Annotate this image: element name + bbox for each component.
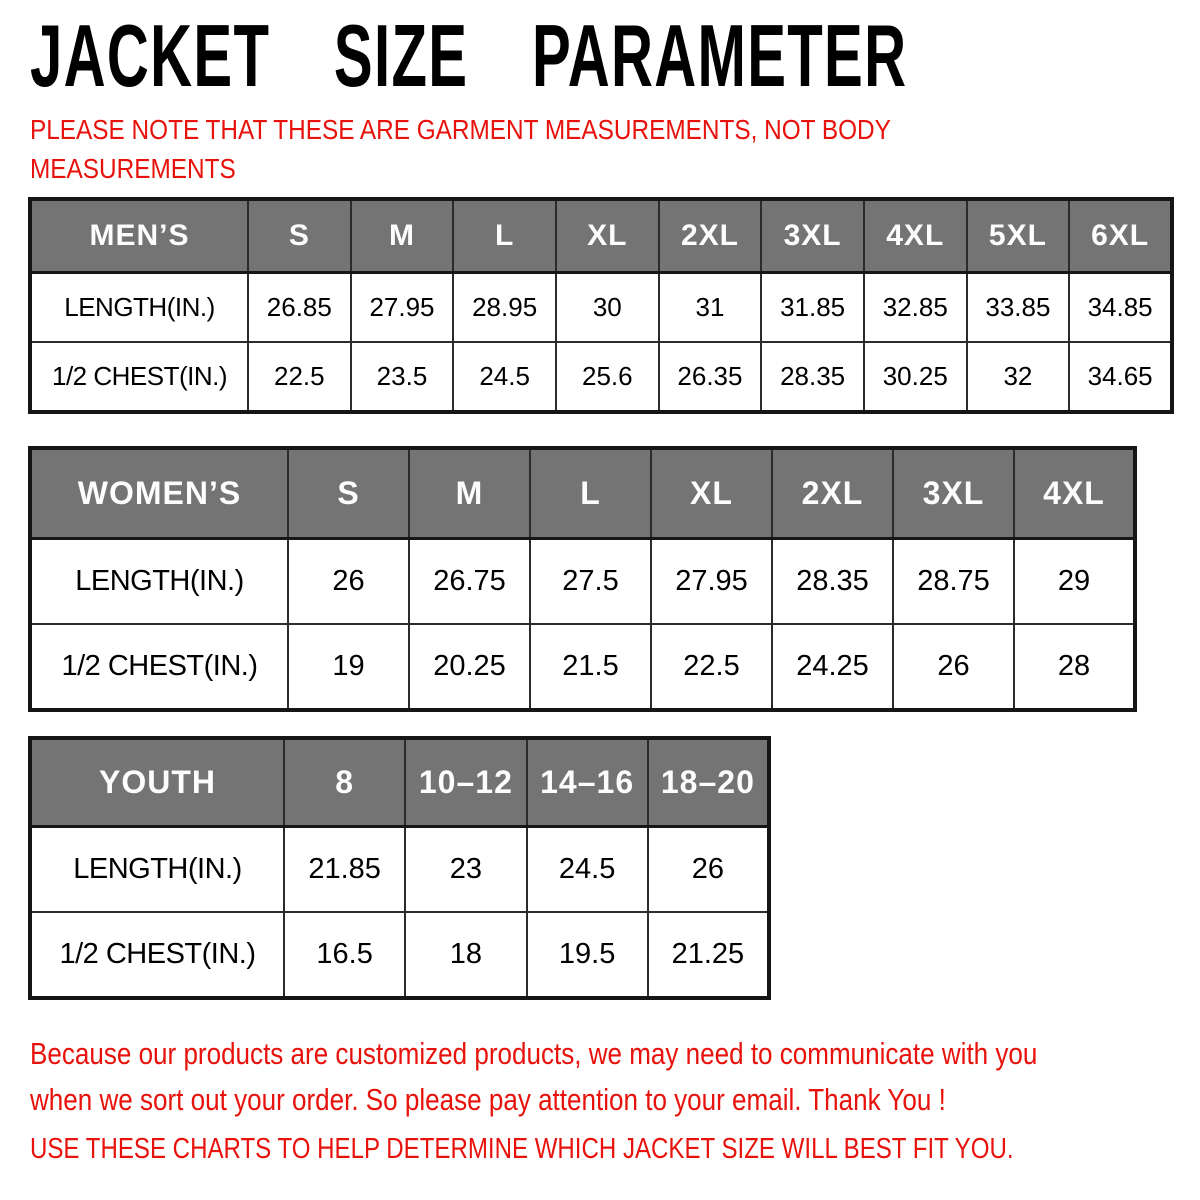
value-cell: 34.65 bbox=[1069, 342, 1172, 412]
value-cell: 26.75 bbox=[409, 538, 530, 624]
row-label: LENGTH(IN.) bbox=[30, 272, 248, 342]
mens-size-table bbox=[28, 197, 1174, 414]
value-cell: 24.25 bbox=[772, 624, 893, 710]
womens-header-row bbox=[30, 448, 1135, 538]
value-cell: 30.25 bbox=[864, 342, 967, 412]
customization-notice bbox=[30, 1031, 1200, 1123]
mens-table-header bbox=[30, 199, 1172, 272]
womens-table-body bbox=[30, 538, 1135, 710]
row-label: LENGTH(IN.) bbox=[30, 826, 284, 912]
youth-size-table bbox=[28, 736, 771, 1000]
size-col-header: S bbox=[288, 448, 409, 538]
size-col-header: 4XL bbox=[864, 199, 967, 272]
value-cell: 23 bbox=[405, 826, 526, 912]
customization-notice-line1: Because our products are customized products, we may need to communicate with you bbox=[30, 1036, 1038, 1071]
size-col-header: L bbox=[453, 199, 556, 272]
womens-size-table bbox=[28, 446, 1137, 712]
size-col-header: S bbox=[248, 199, 351, 272]
fit-advice-text: USE THESE CHARTS TO HELP DETERMINE WHICH JACKET SIZE WILL BEST FIT YOU. bbox=[30, 1133, 1014, 1165]
value-cell: 21.25 bbox=[648, 912, 769, 998]
value-cell: 32 bbox=[967, 342, 1070, 412]
measurement-row bbox=[30, 272, 1172, 342]
value-cell: 31.85 bbox=[761, 272, 864, 342]
customization-notice-line2: when we sort out your order. So please pay attention to your email. Thank You ! bbox=[30, 1082, 946, 1117]
youth-table-header bbox=[30, 738, 769, 826]
mens-table-body bbox=[30, 272, 1172, 412]
value-cell: 26.85 bbox=[248, 272, 351, 342]
value-cell: 16.5 bbox=[284, 912, 405, 998]
row-label: 1/2 CHEST(IN.) bbox=[30, 912, 284, 998]
youth-table-body bbox=[30, 826, 769, 998]
value-cell: 28 bbox=[1014, 624, 1135, 710]
size-col-header: 3XL bbox=[893, 448, 1014, 538]
value-cell: 27.95 bbox=[351, 272, 454, 342]
garment-note-line1: PLEASE NOTE THAT THESE ARE GARMENT MEASUREMENTS, NOT BODY bbox=[30, 114, 891, 145]
measurement-row bbox=[30, 538, 1135, 624]
value-cell: 19.5 bbox=[527, 912, 648, 998]
size-col-header: XL bbox=[556, 199, 659, 272]
value-cell: 23.5 bbox=[351, 342, 454, 412]
value-cell: 25.6 bbox=[556, 342, 659, 412]
size-col-header: 10–12 bbox=[405, 738, 526, 826]
row-label: 1/2 CHEST(IN.) bbox=[30, 342, 248, 412]
size-col-header: 6XL bbox=[1069, 199, 1172, 272]
size-col-header: 2XL bbox=[772, 448, 893, 538]
garment-note bbox=[30, 110, 1020, 188]
size-col-header: XL bbox=[651, 448, 772, 538]
value-cell: 27.5 bbox=[530, 538, 651, 624]
womens-table-header bbox=[30, 448, 1135, 538]
value-cell: 26 bbox=[288, 538, 409, 624]
size-col-header: 18–20 bbox=[648, 738, 769, 826]
table-name-header: WOMEN’S bbox=[30, 448, 288, 538]
value-cell: 21.5 bbox=[530, 624, 651, 710]
value-cell: 19 bbox=[288, 624, 409, 710]
value-cell: 26 bbox=[648, 826, 769, 912]
size-col-header: 14–16 bbox=[527, 738, 648, 826]
row-label: LENGTH(IN.) bbox=[30, 538, 288, 624]
value-cell: 22.5 bbox=[651, 624, 772, 710]
page-title: JACKET SIZE PARAMETER bbox=[30, 6, 908, 105]
value-cell: 34.85 bbox=[1069, 272, 1172, 342]
value-cell: 26 bbox=[893, 624, 1014, 710]
size-col-header: M bbox=[409, 448, 530, 538]
measurement-row bbox=[30, 912, 769, 998]
mens-header-row bbox=[30, 199, 1172, 272]
value-cell: 33.85 bbox=[967, 272, 1070, 342]
value-cell: 18 bbox=[405, 912, 526, 998]
value-cell: 31 bbox=[659, 272, 762, 342]
table-name-header: YOUTH bbox=[30, 738, 284, 826]
value-cell: 28.35 bbox=[772, 538, 893, 624]
value-cell: 27.95 bbox=[651, 538, 772, 624]
size-col-header: 3XL bbox=[761, 199, 864, 272]
size-col-header: 4XL bbox=[1014, 448, 1135, 538]
value-cell: 20.25 bbox=[409, 624, 530, 710]
value-cell: 21.85 bbox=[284, 826, 405, 912]
size-col-header: M bbox=[351, 199, 454, 272]
value-cell: 22.5 bbox=[248, 342, 351, 412]
value-cell: 28.75 bbox=[893, 538, 1014, 624]
youth-header-row bbox=[30, 738, 769, 826]
value-cell: 26.35 bbox=[659, 342, 762, 412]
value-cell: 32.85 bbox=[864, 272, 967, 342]
measurement-row bbox=[30, 826, 769, 912]
value-cell: 29 bbox=[1014, 538, 1135, 624]
size-col-header: 8 bbox=[284, 738, 405, 826]
measurement-row bbox=[30, 624, 1135, 710]
size-col-header: 5XL bbox=[967, 199, 1070, 272]
value-cell: 28.35 bbox=[761, 342, 864, 412]
row-label: 1/2 CHEST(IN.) bbox=[30, 624, 288, 710]
size-col-header: 2XL bbox=[659, 199, 762, 272]
value-cell: 30 bbox=[556, 272, 659, 342]
value-cell: 24.5 bbox=[527, 826, 648, 912]
value-cell: 28.95 bbox=[453, 272, 556, 342]
garment-note-line2: MEASUREMENTS bbox=[30, 153, 236, 184]
table-name-header: MEN’S bbox=[30, 199, 248, 272]
size-col-header: L bbox=[530, 448, 651, 538]
value-cell: 24.5 bbox=[453, 342, 556, 412]
measurement-row bbox=[30, 342, 1172, 412]
